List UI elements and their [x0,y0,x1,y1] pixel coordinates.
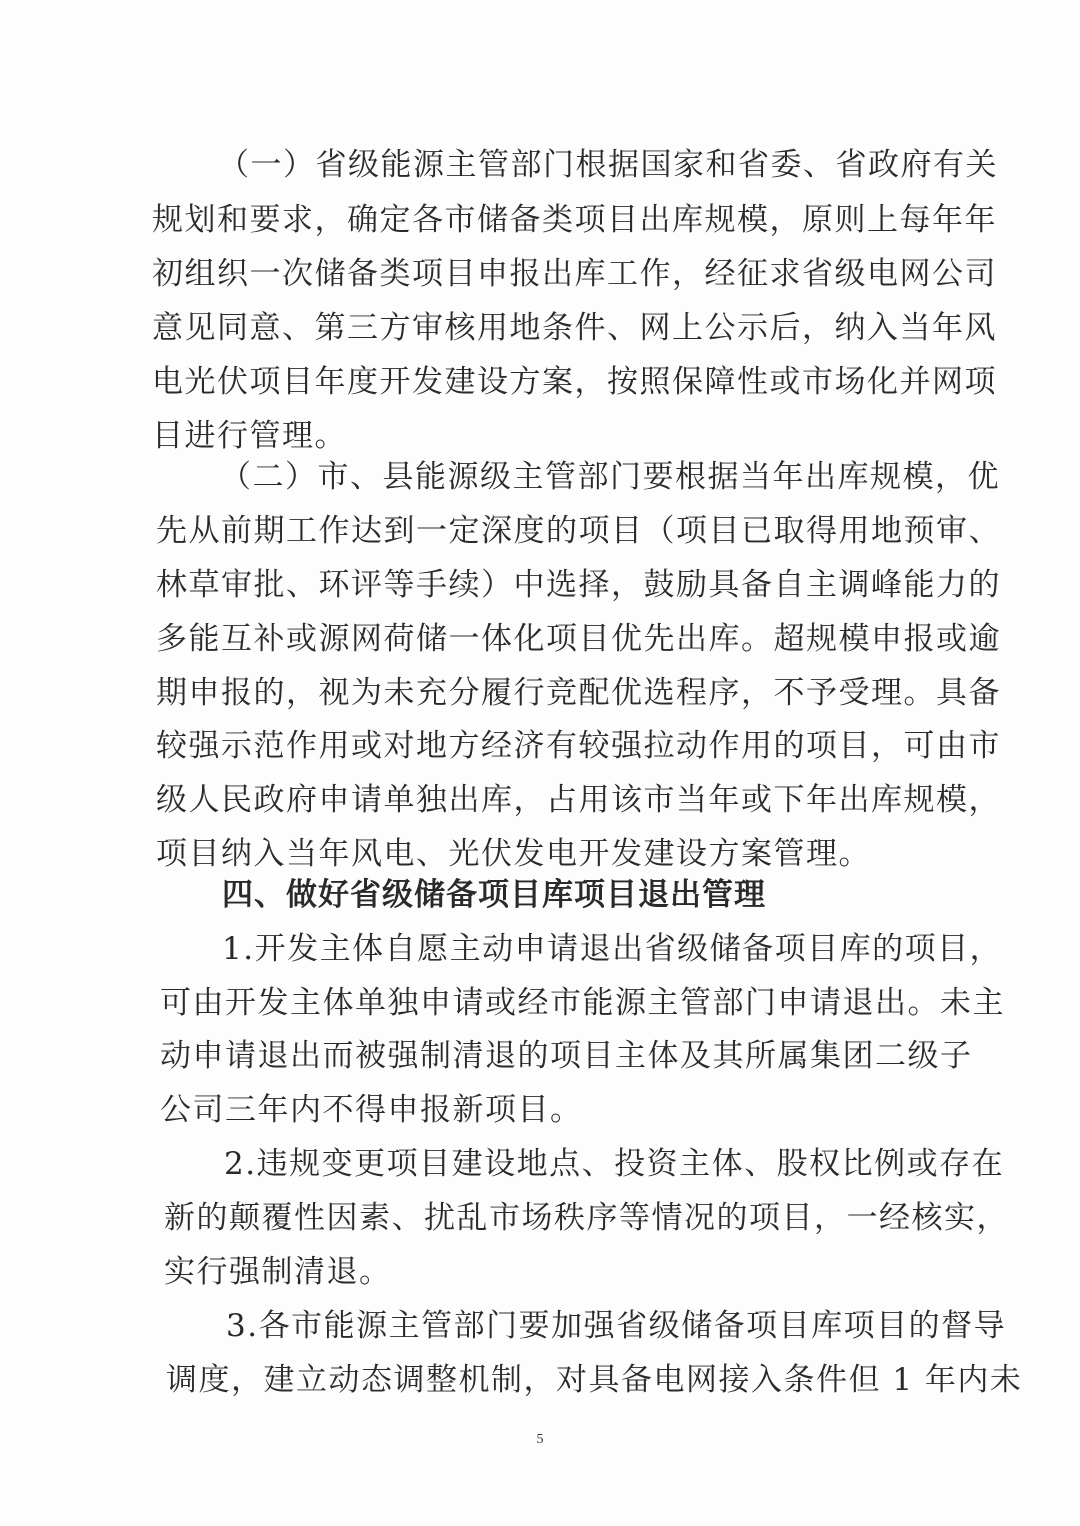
section-heading: 四、做好省级储备项目库项目退出管理 [222,877,766,913]
item-1-line-3: 动申请退出而被强制清退的项目主体及其所属集团二级子 [160,1038,973,1074]
paragraph-2-line-4: 多能互补或源网荷储一体化项目优先出库。超规模申报或逾 [156,621,1001,657]
item-2-line-1: 2.违规变更项目建设地点、投资主体、股权比例或存在 [224,1146,1005,1182]
paragraph-2-line-8: 项目纳入当年风电、光伏发电开发建设方案管理。 [156,836,871,872]
item-1-line-4: 公司三年内不得申报新项目。 [160,1092,583,1128]
paragraph-1-line-5: 电光伏项目年度开发建设方案，按照保障性或市场化并网项 [152,364,997,400]
paragraph-2-line-3: 林草审批、环评等手续）中选择，鼓励具备自主调峰能力的 [156,567,1001,603]
item-2-line-2: 新的颠覆性因素、扰乱市场秩序等情况的项目，一经核实， [164,1200,1009,1236]
page-number: 5 [536,1432,544,1447]
paragraph-1-line-6: 目进行管理。 [152,418,347,454]
paragraph-1-line-3: 初组织一次储备类项目申报出库工作，经征求省级电网公司 [152,256,997,292]
item-2-line-3: 实行强制清退。 [164,1254,392,1290]
paragraph-1-line-2: 规划和要求，确定各市储备类项目出库规模，原则上每年年 [152,202,997,238]
paragraph-2-line-2: 先从前期工作达到一定深度的项目（项目已取得用地预审、 [156,513,1001,549]
paragraph-2-line-5: 期申报的，视为未充分履行竞配优选程序，不予受理。具备 [156,675,1001,711]
paragraph-2-line-7: 级人民政府申请单独出库，占用该市当年或下年出库规模， [156,782,1001,818]
item-3-line-2: 调度，建立动态调整机制，对具备电网接入条件但 1 年内未 [166,1362,1023,1398]
paragraph-1-line-1: （一）省级能源主管部门根据国家和省委、省政府有关 [218,147,998,183]
paragraph-2-line-6: 较强示范作用或对地方经济有较强拉动作用的项目，可由市 [156,728,1001,764]
paragraph-1-line-4: 意见同意、第三方审核用地条件、网上公示后，纳入当年风 [152,310,997,346]
paragraph-2-line-1: （二）市、县能源级主管部门要根据当年出库规模，优 [220,459,1000,495]
item-3-line-1: 3.各市能源主管部门要加强省级储备项目库项目的督导 [226,1308,1007,1344]
item-1-line-2: 可由开发主体单独申请或经市能源主管部门申请退出。未主 [160,985,1005,1021]
item-1-line-1: 1.开发主体自愿主动申请退出省级储备项目库的项目， [222,931,1003,967]
